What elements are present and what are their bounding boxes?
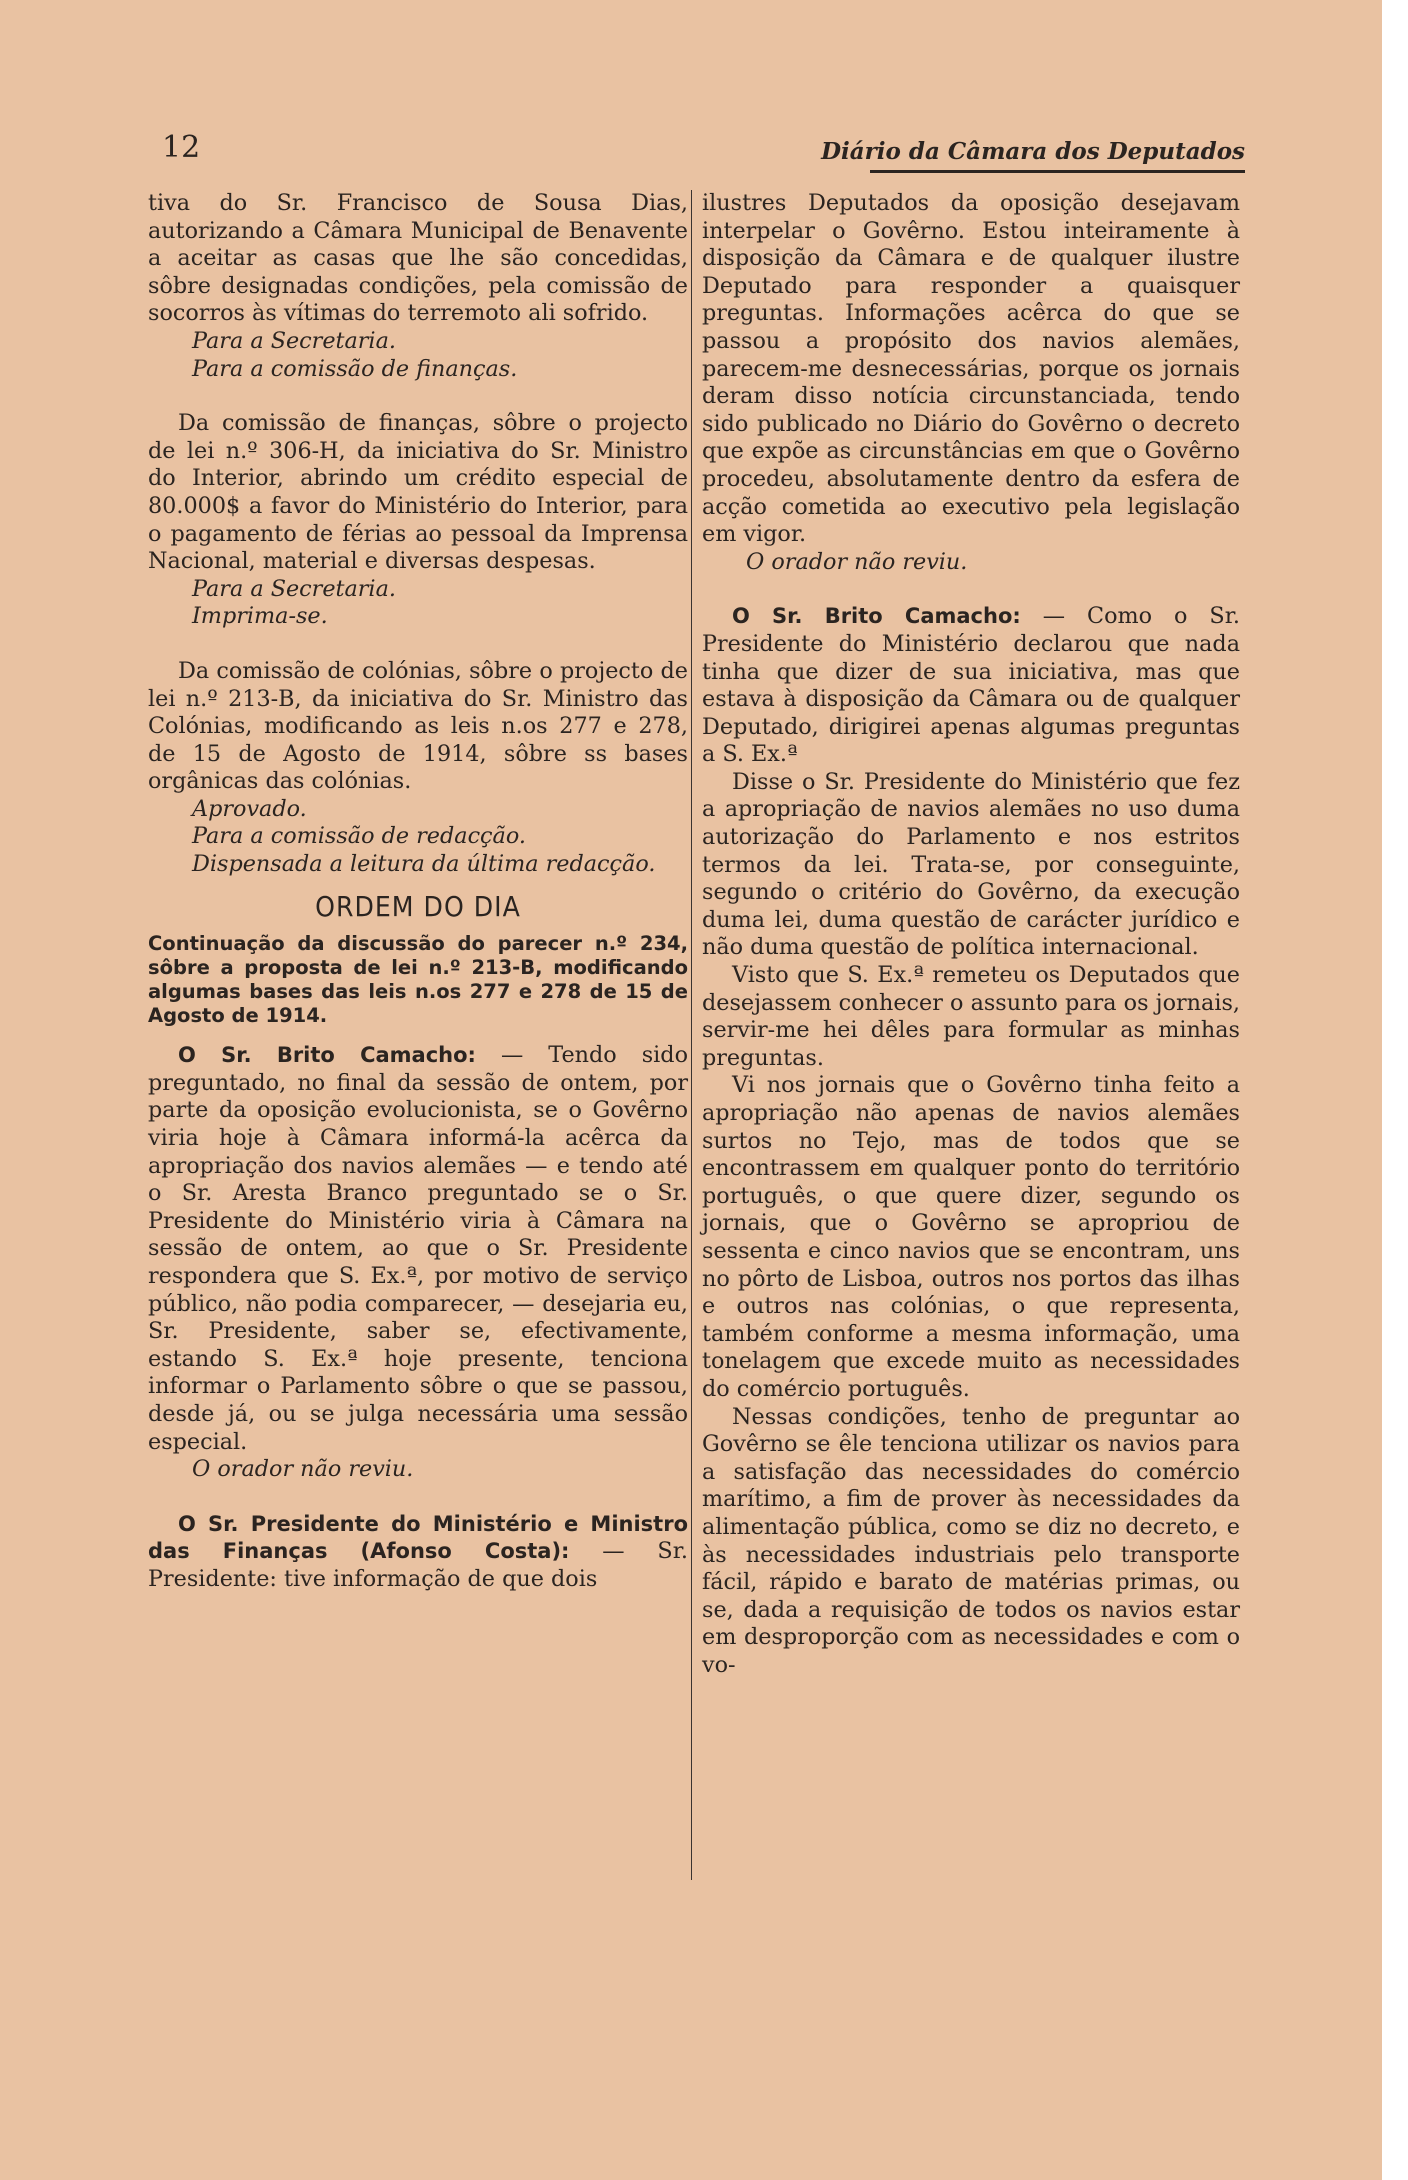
left-speech-2 [148,1511,688,1594]
left-note-1: O orador não reviu. [192,1456,414,1483]
left-dispatch-1b: Para a comissão de finanças. [192,355,518,382]
right-paragraph-5: Nessas condições, tenho de preguntar ao Govêrno se êle tenciona utilizar os navios para a satisfação das necessidades do comércio marítimo, a fim de prover às necessidades da alimentação pública, como se diz no decreto, e às necessidades industriais pelo transporte fácil, rápido e barato de matérias primas, ou se, dada a requisição de todos os navios estar em desproporção com as necessidades e com o vo- [702,1403,1240,1678]
speech-text: — Como o Sr. Presidente do Ministério declarou que nada tinha que dizer de sua iniciativa, mas que estava à disposição da Câmara ou de qualquer Deputado, dirigirei apenas algumas preguntas a S. Ex.ª [702,603,1240,768]
right-paragraph-3: Visto que S. Ex.ª remeteu os Deputados que desejassem conhecer o assunto para os jornais, servir-me hei dêles para formular as minhas preguntas. [702,962,1240,1071]
page-edge [1382,0,1408,2180]
left-dispatch-2a: Para a Secretaria. [192,575,396,602]
speaker-name: O Sr. Brito Camacho: [732,604,1021,629]
speech-text: — Sr. Presidente: tive informação de que dois [148,1538,688,1592]
left-speech-1 [148,1042,688,1456]
column-divider [691,190,692,1880]
page-number: 12 [162,130,201,165]
right-paragraph-4: Vi nos jornais que o Govêrno tinha feito a apropriação não apenas de navios alemães surtos no Tejo, mas de todos que se encontrassem em qualquer ponto do território português, o que quere dizer, segundo os jornais, que o Govêrno se apropriou de sessenta e cinco navios que se encontram, uns no pôrto de Lisboa, outros nos portos das ilhas e outros nas colónias, o que representa, também conforme a mesma informação, uma tonelagem que excede muito as necessidades do comércio português. [702,1072,1240,1402]
header-rule [870,170,1245,173]
left-paragraph-3: Da comissão de colónias, sôbre o projecto de lei n.º 213-B, da iniciativa do Sr. Ministro das Colónias, modificando as leis n.os 277 e 278, de 15 de Agosto de 1914, sôbre ss bases orgânicas das colónias. [148,657,688,795]
speaker-name: O Sr. Brito Camacho: [178,1043,476,1068]
right-column [702,190,1240,1679]
left-dispatch-1a: Para a Secretaria. [192,327,396,354]
left-dispatch-3a: Aprovado. [192,795,307,822]
left-paragraph-2: Da comissão de finanças, sôbre o projecto de lei n.º 306-H, da iniciativa do Sr. Ministro do Interior, abrindo um crédito especial de 80.000$ a favor do Ministério do Interior, para o pagamento de férias ao pessoal da Imprensa Nacional, material e diversas despesas. [148,410,688,575]
right-paragraph-2: Disse o Sr. Presidente do Ministério que fez a apropriação de navios alemães no uso duma autorização do Parlamento e nos estritos termos da lei. Trata-se, por conseguinte, segundo o critério do Govêrno, da execução duma lei, duma questão de carácter jurídico e não duma questão de política internacional. [702,768,1240,961]
speech-text: — Tendo sido preguntado, no final da sessão de ontem, por parte da oposição evolucionista, se o Govêrno viria hoje à Câmara informá-la acêrca da apropriação dos navios alemães — e tendo até o Sr. Aresta Branco preguntado se o Sr. Presidente do Ministério viria à Câmara na sessão de ontem, ao que o Sr. Presidente respondera que S. Ex.ª, por motivo de serviço público, não podia comparecer, — desejaria eu, Sr. Presidente, saber se, efectivamente, estando S. Ex.ª hoje presente, tenciona informar o Parlamento sôbre o que se passou, desde já, ou se julga necessária uma sessão especial. [148,1042,688,1455]
right-paragraph-1: ilustres Deputados da oposição desejavam interpelar o Govêrno. Estou inteiramente à disposição da Câmara e de qualquer ilustre Deputado para responder a quaisquer preguntas. Informações acêrca do que se passou a propósito dos navios alemães, parecem-me desnecessárias, porque os jornais deram disso notícia circunstanciada, tendo sido publicado no Diário do Govêrno o decreto que expõe as circunstâncias em que o Govêrno procedeu, absolutamente dentro da esfera de acção cometida ao executivo pela legislação em vigor. [702,190,1240,548]
left-dispatch-3c: Dispensada a leitura da última redacção. [192,851,656,878]
right-speech-1 [702,603,1240,769]
right-note-1: O orador não reviu. [746,548,968,575]
section-title: ORDEM DO DIA [315,889,521,923]
left-dispatch-3b: Para a comissão de redacção. [192,823,526,850]
debate-subject: Continuação da discussão do parecer n.º 234, sôbre a proposta de lei n.º 213-B, modificando algumas bases das leis n.os 277 e 278 de 15 de Agosto de 1914. [148,932,688,1028]
running-head: Diário da Câmara dos Deputados [821,138,1245,165]
speaker-name: O Sr. Presidente do Ministério e Ministro das Finanças (Afonso Costa): [148,1511,688,1564]
left-column [148,190,688,1594]
left-dispatch-2b: Imprima-se. [192,603,328,630]
left-paragraph-1: tiva do Sr. Francisco de Sousa Dias, autorizando a Câmara Municipal de Benavente a aceitar as casas que lhe são concedidas, sôbre designadas condições, pela comissão de socorros às vítimas do terremoto ali sofrido. [148,190,688,327]
